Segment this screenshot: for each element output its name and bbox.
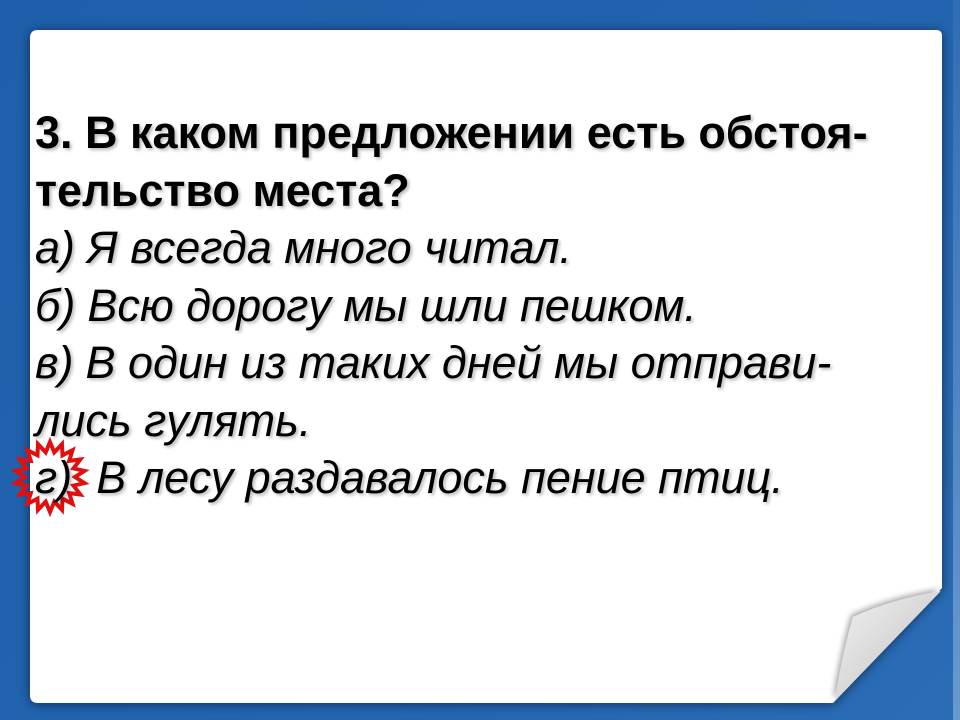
option-text-a: Я всегда много читал.: [87, 222, 572, 273]
option-label-g: г): [35, 452, 73, 503]
option-line-b: [35, 277, 937, 335]
question-block: [35, 104, 937, 507]
option-text-v-continuation: лись гулять.: [35, 394, 312, 446]
option-label-v: в): [35, 337, 74, 388]
option-text-b: Всю дорогу мы шли пешком.: [87, 279, 697, 331]
option-line-a: [35, 219, 937, 277]
option-label-a: а): [35, 222, 76, 273]
question-title-line-1: 3. В каком предложении есть обстоя-: [35, 107, 868, 158]
question-title-line-2: тельство места?: [35, 164, 410, 216]
option-text-v: В один из таких дней мы отправи-: [85, 337, 832, 388]
option-line-g: [35, 449, 937, 507]
option-label-b: б): [35, 279, 76, 331]
option-line-v-continuation: [35, 392, 937, 450]
option-line-v: [35, 334, 937, 392]
option-text-g: В лесу раздавалось пение птиц.: [96, 452, 784, 503]
